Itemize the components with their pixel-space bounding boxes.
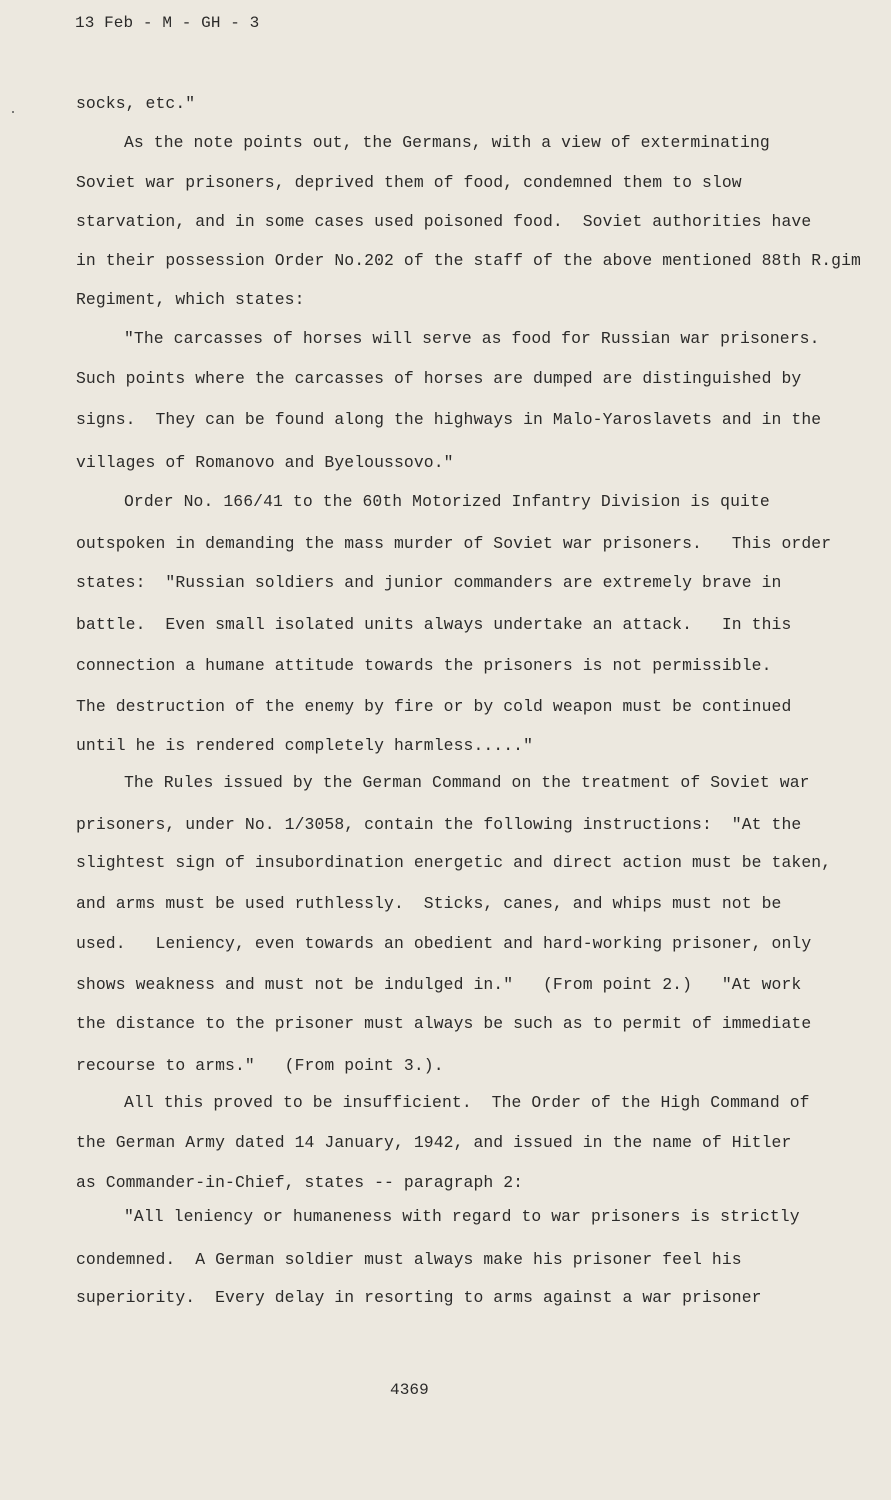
quote-start-line: "The carcasses of horses will serve as food for Russian war prisoners. xyxy=(124,329,820,348)
text-line: the German Army dated 14 January, 1942, and issued in the name of Hitler xyxy=(76,1133,792,1152)
text-line: shows weakness and must not be indulged in." (From point 2.) "At work xyxy=(76,975,802,994)
text-line: Soviet war prisoners, deprived them of food, condemned them to slow xyxy=(76,173,742,192)
text-line: The destruction of the enemy by fire or by cold weapon must be continued xyxy=(76,697,792,716)
text-line: until he is rendered completely harmless....." xyxy=(76,736,534,755)
text-line: slightest sign of insubordination energetic and direct action must be taken, xyxy=(76,853,832,872)
text-line: starvation, and in some cases used poisoned food. Soviet authorities have xyxy=(76,212,812,231)
text-line: Regiment, which states: xyxy=(76,290,305,309)
text-line: states: "Russian soldiers and junior commanders are extremely brave in xyxy=(76,573,782,592)
text-line: Such points where the carcasses of horses are dumped are distinguished by xyxy=(76,369,802,388)
text-line: socks, etc." xyxy=(76,94,196,113)
text-line: battle. Even small isolated units always undertake an attack. In this xyxy=(76,615,792,634)
page-number: 4369 xyxy=(390,1381,429,1399)
text-line: recourse to arms." (From point 3.). xyxy=(76,1056,444,1075)
text-line: prisoners, under No. 1/3058, contain the following instructions: "At the xyxy=(76,815,802,834)
text-line: superiority. Every delay in resorting to arms against a war prisoner xyxy=(76,1288,762,1307)
text-line: condemned. A German soldier must always make his prisoner feel his xyxy=(76,1250,742,1269)
paragraph-start-line: Order No. 166/41 to the 60th Motorized Infantry Division is quite xyxy=(124,492,770,511)
text-line: connection a humane attitude towards the prisoners is not permissible. xyxy=(76,656,772,675)
text-line: in their possession Order No.202 of the staff of the above mentioned 88th R.gim xyxy=(76,251,861,270)
text-line: outspoken in demanding the mass murder of Soviet war prisoners. This order xyxy=(76,534,832,553)
text-line: the distance to the prisoner must always be such as to permit of immediate xyxy=(76,1014,812,1033)
paragraph-start-line: All this proved to be insufficient. The Order of the High Command of xyxy=(124,1093,810,1112)
quote-start-line: "All leniency or humaneness with regard to war prisoners is strictly xyxy=(124,1207,800,1226)
text-line: villages of Romanovo and Byeloussovo." xyxy=(76,453,454,472)
text-line: and arms must be used ruthlessly. Sticks, canes, and whips must not be xyxy=(76,894,782,913)
page-header: 13 Feb - M - GH - 3 xyxy=(75,14,260,32)
text-line: used. Leniency, even towards an obedient and hard-working prisoner, only xyxy=(76,934,812,953)
paragraph-start-line: As the note points out, the Germans, with a view of exterminating xyxy=(124,133,770,152)
paper-speck xyxy=(12,111,14,113)
paragraph-start-line: The Rules issued by the German Command on the treatment of Soviet war xyxy=(124,773,810,792)
text-line: as Commander-in-Chief, states -- paragraph 2: xyxy=(76,1173,524,1192)
text-line: signs. They can be found along the highways in Malo-Yaroslavets and in the xyxy=(76,410,822,429)
